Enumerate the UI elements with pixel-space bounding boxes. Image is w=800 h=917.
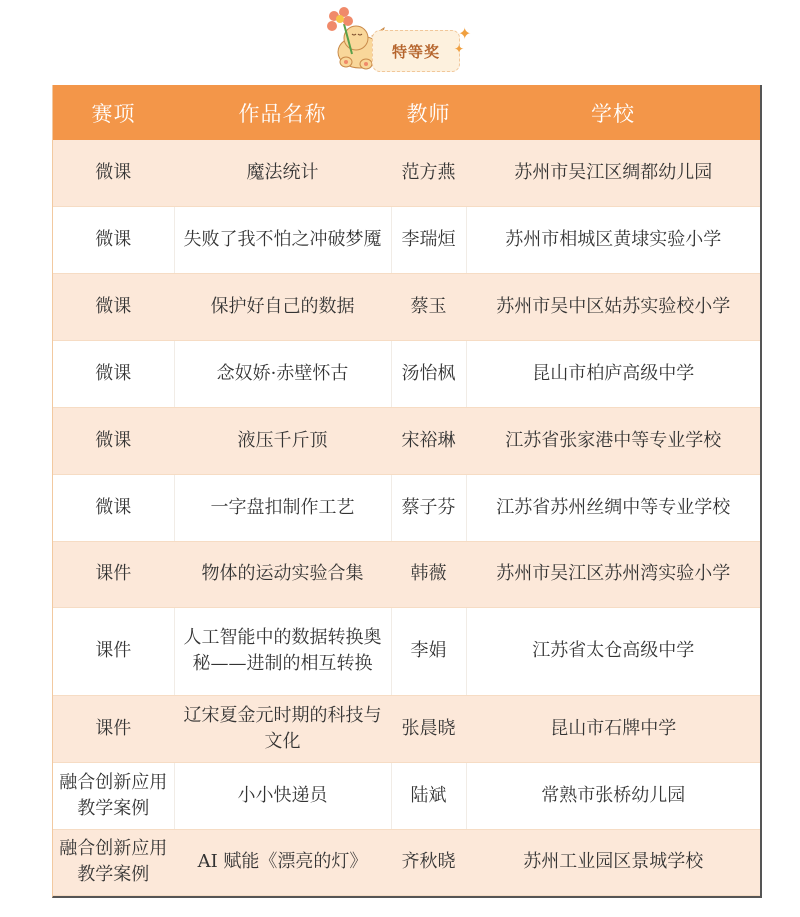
- table-row: [53, 607, 760, 695]
- cell-teacher: 范方燕: [391, 140, 466, 206]
- cell-category: 微课: [53, 407, 174, 474]
- sparkle-icon: ✦: [458, 24, 472, 43]
- cell-teacher: 齐秋晓: [391, 829, 466, 895]
- badge-label: 特等奖: [392, 43, 441, 61]
- table-header-row: [53, 85, 760, 140]
- header-category: 赛项: [53, 85, 174, 140]
- cell-school: 苏州市吴江区绸都幼儿园: [466, 140, 760, 206]
- cell-category: 融合创新应用教学案例: [53, 762, 174, 829]
- cell-title: 物体的运动实验合集: [174, 541, 391, 607]
- cell-title: 念奴娇·赤壁怀古: [174, 340, 391, 407]
- cell-category: 课件: [53, 695, 174, 762]
- table-row: [53, 140, 760, 206]
- cell-category: 微课: [53, 474, 174, 541]
- cell-category: 课件: [53, 541, 174, 607]
- cell-title: 保护好自己的数据: [174, 273, 391, 340]
- sparkle-icon: ✦: [454, 42, 465, 56]
- cell-category: 微课: [53, 340, 174, 407]
- cell-school: 昆山市石牌中学: [466, 695, 760, 762]
- cell-category: 微课: [53, 206, 174, 273]
- table-row: [53, 407, 760, 474]
- table-row: [53, 273, 760, 340]
- cell-teacher: 李娟: [391, 607, 466, 695]
- cell-category: 课件: [53, 607, 174, 695]
- cell-teacher: 汤怡枫: [391, 340, 466, 407]
- cell-title: 一字盘扣制作工艺: [174, 474, 391, 541]
- cell-teacher: 宋裕琳: [391, 407, 466, 474]
- table-row: [53, 541, 760, 607]
- cell-school: 苏州工业园区景城学校: [466, 829, 760, 895]
- cell-title: AI 赋能《漂亮的灯》: [174, 829, 391, 895]
- cell-category: 微课: [53, 273, 174, 340]
- cell-school: 苏州市吴中区姑苏实验校小学: [466, 273, 760, 340]
- cell-teacher: 蔡玉: [391, 273, 466, 340]
- header-school: 学校: [466, 85, 760, 140]
- table-row: [53, 695, 760, 762]
- cell-teacher: 蔡子芬: [391, 474, 466, 541]
- cell-school: 江苏省苏州丝绸中等专业学校: [466, 474, 760, 541]
- award-table: [52, 85, 762, 898]
- cell-teacher: 张晨晓: [391, 695, 466, 762]
- cell-title: 辽宋夏金元时期的科技与文化: [174, 695, 391, 762]
- cell-title: 液压千斤顶: [174, 407, 391, 474]
- cell-teacher: 陆斌: [391, 762, 466, 829]
- cell-category: 微课: [53, 140, 174, 206]
- table-row: [53, 340, 760, 407]
- table-row: [53, 474, 760, 541]
- cell-teacher: 李瑞烜: [391, 206, 466, 273]
- cell-school: 苏州市吴江区苏州湾实验小学: [466, 541, 760, 607]
- header-teacher: 教师: [391, 85, 466, 140]
- cell-title: 小小快递员: [174, 762, 391, 829]
- cell-title: 魔法统计: [174, 140, 391, 206]
- cell-school: 常熟市张桥幼儿园: [466, 762, 760, 829]
- cell-teacher: 韩薇: [391, 541, 466, 607]
- cell-school: 江苏省张家港中等专业学校: [466, 407, 760, 474]
- cell-school: 苏州市相城区黄埭实验小学: [466, 206, 760, 273]
- cell-school: 江苏省太仓高级中学: [466, 607, 760, 695]
- cell-title: 人工智能中的数据转换奥秘——进制的相互转换: [174, 607, 391, 695]
- award-badge: [318, 6, 478, 72]
- table-row: [53, 206, 760, 273]
- cell-title: 失败了我不怕之冲破梦魇: [174, 206, 391, 273]
- table-row: [53, 829, 760, 895]
- cell-category: 融合创新应用教学案例: [53, 829, 174, 895]
- header-title: 作品名称: [174, 85, 391, 140]
- table-row: [53, 762, 760, 829]
- cell-school: 昆山市柏庐高级中学: [466, 340, 760, 407]
